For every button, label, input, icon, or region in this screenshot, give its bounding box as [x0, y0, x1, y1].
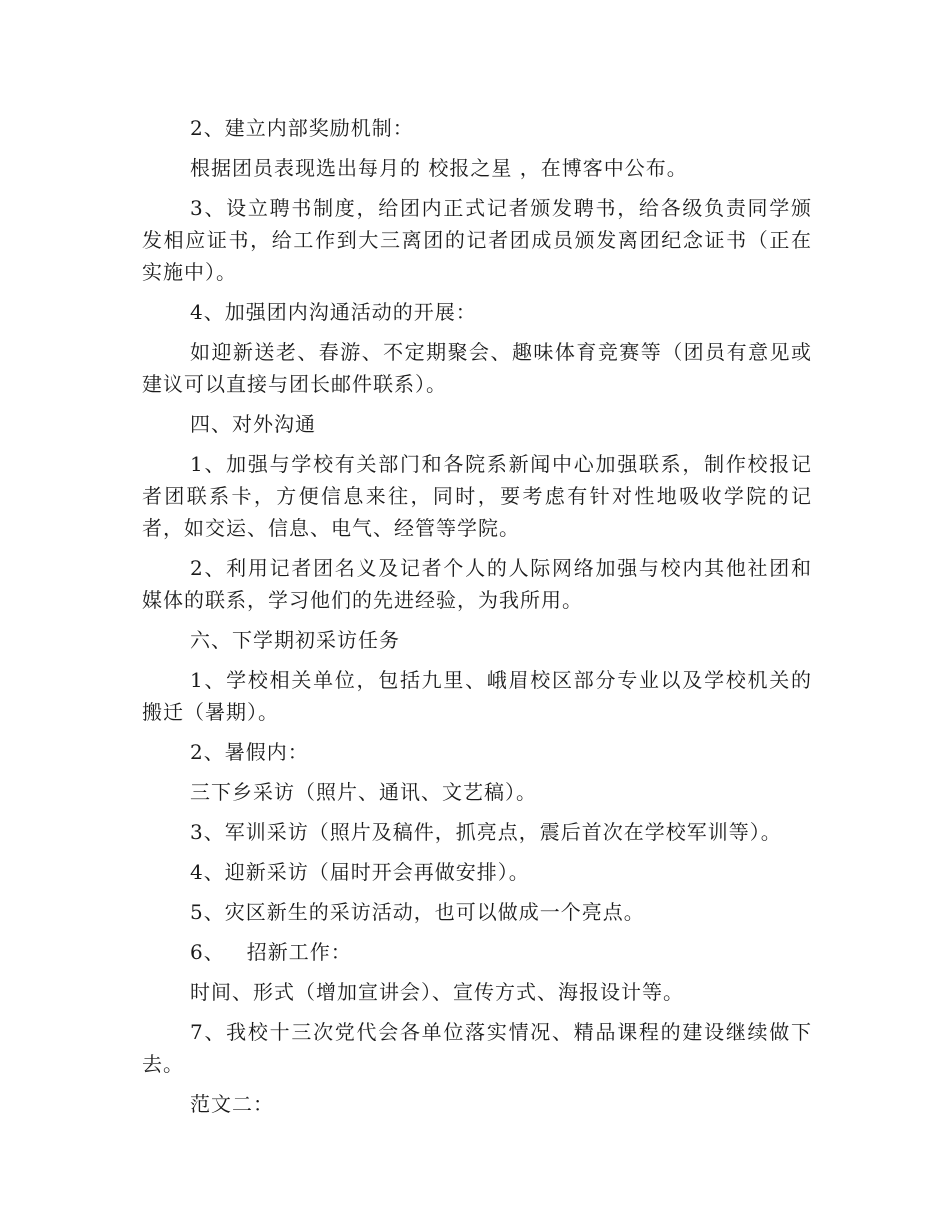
paragraph-10: 1、学校相关单位，包括九里、峨眉校区部分专业以及学校机关的搬迁（暑期）。 — [142, 668, 812, 724]
document-body — [142, 112, 812, 1128]
paragraph-2: 根据团员表现选出每月的 校报之星 ，在博客中公布。 — [190, 156, 688, 180]
paragraph-16: 6、 招新工作： — [190, 940, 352, 964]
paragraph-17: 时间、形式（增加宣讲会）、宣传方式、海报设计等。 — [190, 980, 684, 1004]
paragraph-15: 5、灾区新生的采访活动，也可以做成一个亮点。 — [190, 900, 645, 924]
paragraph-1: 2、建立内部奖励机制： — [190, 116, 414, 140]
paragraph-18: 7、我校十三次党代会各单位落实情况、精品课程的建设继续做下去。 — [142, 1020, 812, 1076]
paragraph-14: 4、迎新采访（届时开会再做安排）。 — [190, 860, 530, 884]
paragraph-13: 3、军训采访（照片及稿件，抓亮点，震后首次在学校军训等）。 — [190, 820, 782, 844]
paragraph-8: 2、利用记者团名义及记者个人的人际网络加强与校内其他社团和媒体的联系，学习他们的先进经验，为我所用。 — [142, 556, 812, 612]
section-heading-external-communication: 四、对外沟通 — [190, 412, 316, 436]
paragraph-4: 4、加强团内沟通活动的开展： — [190, 300, 477, 324]
paragraph-12: 三下乡采访（照片、通讯、文艺稿）。 — [190, 780, 537, 804]
section-heading-interview-tasks: 六、下学期初采访任务 — [190, 628, 400, 652]
paragraph-11: 2、暑假内： — [190, 740, 309, 764]
paragraph-3: 3、设立聘书制度，给团内正式记者颁发聘书，给各级负责同学颁发相应证书，给工作到大三离团的记者团成员颁发离团纪念证书（正在实施中）。 — [142, 196, 812, 284]
paragraph-7: 1、加强与学校有关部门和各院系新闻中心加强联系，制作校报记者团联系卡，方便信息来往，同时，要考虑有针对性地吸收学院的记者，如交运、信息、电气、经管等学院。 — [142, 452, 812, 540]
paragraph-19: 范文二： — [190, 1092, 274, 1116]
paragraph-5: 如迎新送老、春游、不定期聚会、趣味体育竞赛等（团员有意见或建议可以直接与团长邮件联系）。 — [142, 340, 812, 396]
